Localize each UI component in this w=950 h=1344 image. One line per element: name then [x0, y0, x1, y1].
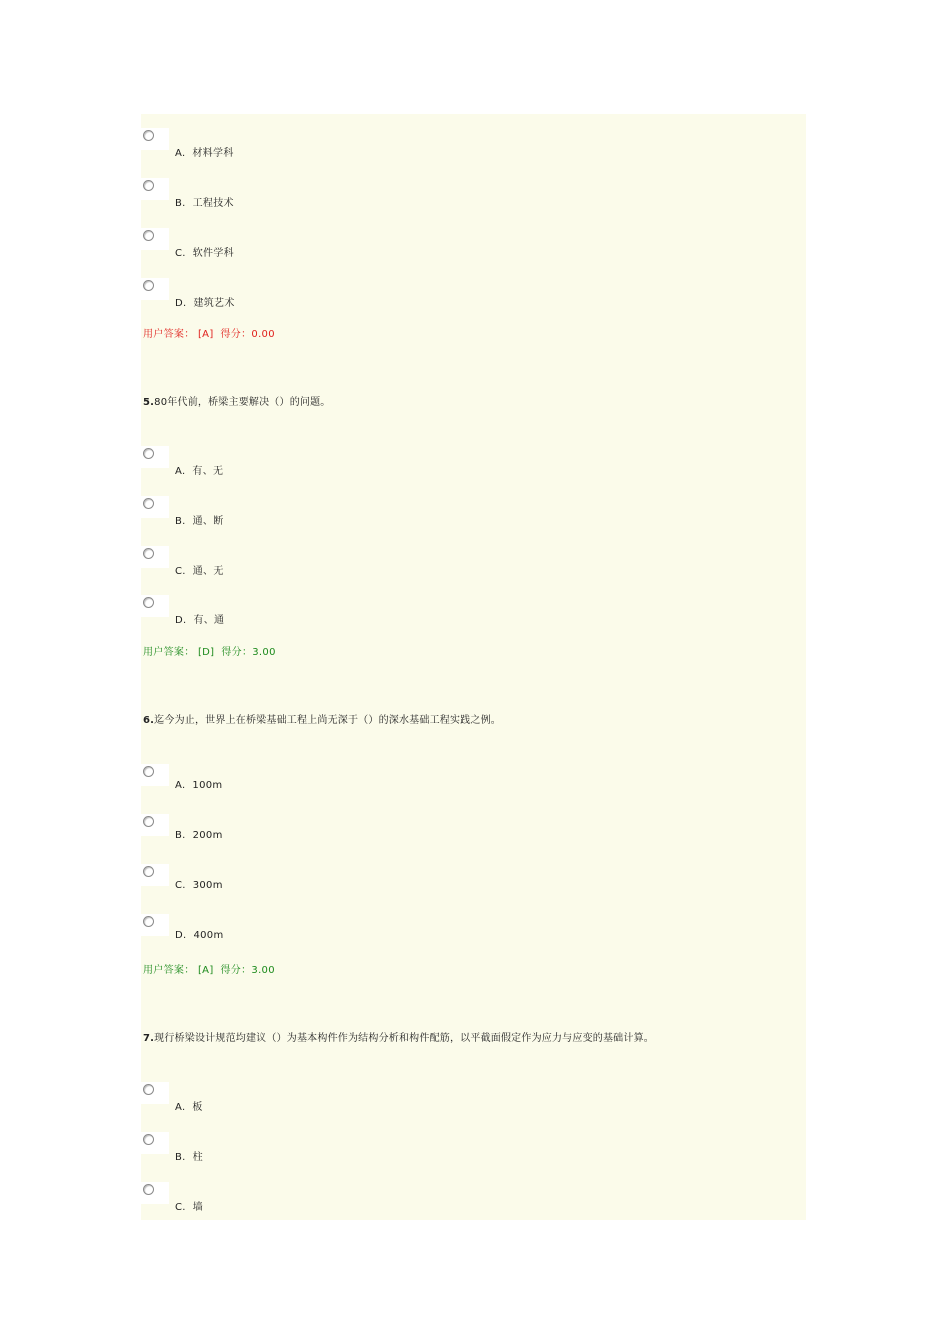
option-label: C. 墙	[175, 1202, 204, 1213]
radio-button[interactable]	[143, 548, 154, 559]
option-label: A. 100m	[175, 780, 223, 791]
question-6: 6.迄今为止，世界上在桥梁基础工程上尚无深于（）的深水基础工程实践之例。	[143, 715, 501, 726]
option-label: D. 建筑艺术	[175, 298, 235, 309]
radio-button[interactable]	[143, 816, 154, 827]
option-label: B. 200m	[175, 830, 223, 841]
radio-button[interactable]	[143, 448, 154, 459]
option-label: A. 材料学科	[175, 148, 234, 159]
option-label: B. 通、断	[175, 516, 224, 527]
question-7: 7.现行桥梁设计规范均建议（）为基本构件作为结构分析和构件配筋，以平截面假定作为应力与应变的基础计算。	[143, 1033, 654, 1044]
radio-button[interactable]	[143, 1184, 154, 1195]
radio-button[interactable]	[143, 597, 154, 608]
radio-button[interactable]	[143, 766, 154, 777]
radio-button[interactable]	[143, 130, 154, 141]
radio-button[interactable]	[143, 866, 154, 877]
user-answer-q4: 用户答案： [A] 得分：0.00	[143, 329, 275, 340]
radio-button[interactable]	[143, 280, 154, 291]
quiz-panel	[141, 114, 806, 1220]
question-5: 5.80年代前，桥梁主要解决（）的问题。	[143, 397, 331, 408]
radio-button[interactable]	[143, 180, 154, 191]
user-answer-q5: 用户答案： [D] 得分：3.00	[143, 647, 276, 658]
option-label: B. 柱	[175, 1152, 203, 1163]
option-label: C. 300m	[175, 880, 223, 891]
radio-button[interactable]	[143, 1134, 154, 1145]
option-label: D. 有、通	[175, 615, 225, 626]
radio-button[interactable]	[143, 1084, 154, 1095]
option-label: D. 400m	[175, 930, 224, 941]
radio-button[interactable]	[143, 916, 154, 927]
option-label: B. 工程技术	[175, 198, 234, 209]
option-label: C. 通、无	[175, 566, 224, 577]
user-answer-q6: 用户答案： [A] 得分：3.00	[143, 965, 275, 976]
radio-button[interactable]	[143, 230, 154, 241]
option-label: A. 有、无	[175, 466, 224, 477]
option-label: C. 软件学科	[175, 248, 234, 259]
option-label: A. 板	[175, 1102, 203, 1113]
radio-button[interactable]	[143, 498, 154, 509]
